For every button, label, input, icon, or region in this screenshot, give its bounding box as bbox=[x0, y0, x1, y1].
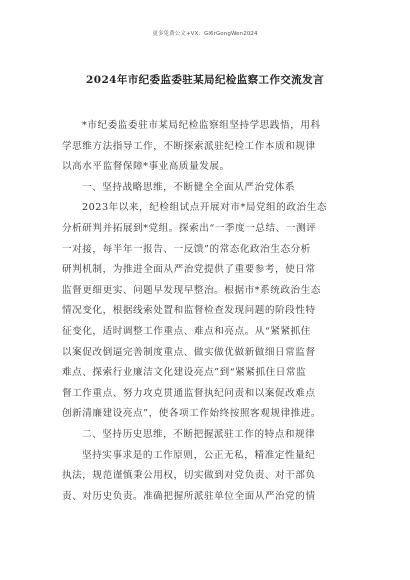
body-line: 情况变化，根据线索处置和监督检查发现问题的阶段性特 bbox=[62, 305, 316, 317]
body-line: 执法，规范谨慎秉公用权，切实做到对党负责、对干部负 bbox=[62, 470, 316, 482]
document-title: 2024年市纪委监委驻某局纪检监察工作交流发言 bbox=[86, 74, 324, 86]
header-note: 更多免费公文+VX：Gl6rGongWen2024 bbox=[152, 31, 258, 37]
document-body bbox=[62, 116, 352, 507]
body-line: 难点、探索行业廉洁文化建设亮点”到“紧紧抓住日常监 bbox=[62, 367, 307, 379]
body-line: 二、坚持历史思维，不断把握派驻工作的特点和规律 bbox=[82, 428, 316, 440]
body-line: 一对接，每半年一报告、一反馈”的常态化政治生态分析 bbox=[62, 243, 311, 255]
body-line: 以案促改倒逼完善制度重点、做实做优做新做细日常监督 bbox=[62, 346, 316, 358]
body-line: 研判机制，为推进全面从严治党提供了重要参考，使日常 bbox=[62, 264, 316, 276]
body-line: 督工作重点、努力攻克贯通监督执纪问责和以案促改难点 bbox=[62, 387, 316, 399]
body-line: 征变化，适时调整工作重点、难点和亮点。从“紧紧抓住 bbox=[62, 325, 311, 337]
body-line: 坚持实事求是的工作原则，公正无私，精准定性量纪 bbox=[82, 449, 316, 461]
body-line: 监督更细更实、问题早发现早整治。根据市*系统政治生态 bbox=[62, 284, 321, 296]
body-line: *市纪委监委驻市某局纪检监察组坚持学思践悟，用科 bbox=[82, 120, 321, 131]
body-line: 2023年以来，纪检组试点开展对市*局党组的政治生态 bbox=[82, 202, 327, 214]
body-line: 以高水平监督保障*事业高质量发展。 bbox=[62, 161, 230, 173]
body-line: 一、坚持战略思维，不断健全全面从严治党体系 bbox=[82, 181, 296, 193]
body-line: 创新清廉建设亮点”，使各项工作始终按照客观规律推进。 bbox=[62, 408, 322, 420]
body-line: 分析研判并拓展到*党组。探索出“一季度一总结、一测评 bbox=[62, 222, 317, 234]
body-line: 责、对历史负责。准确把握所派驻单位全面从严治党的情 bbox=[62, 490, 316, 502]
body-line: 学思维方法指导工作，不断探索派驻纪检工作本质和规律 bbox=[62, 140, 316, 152]
